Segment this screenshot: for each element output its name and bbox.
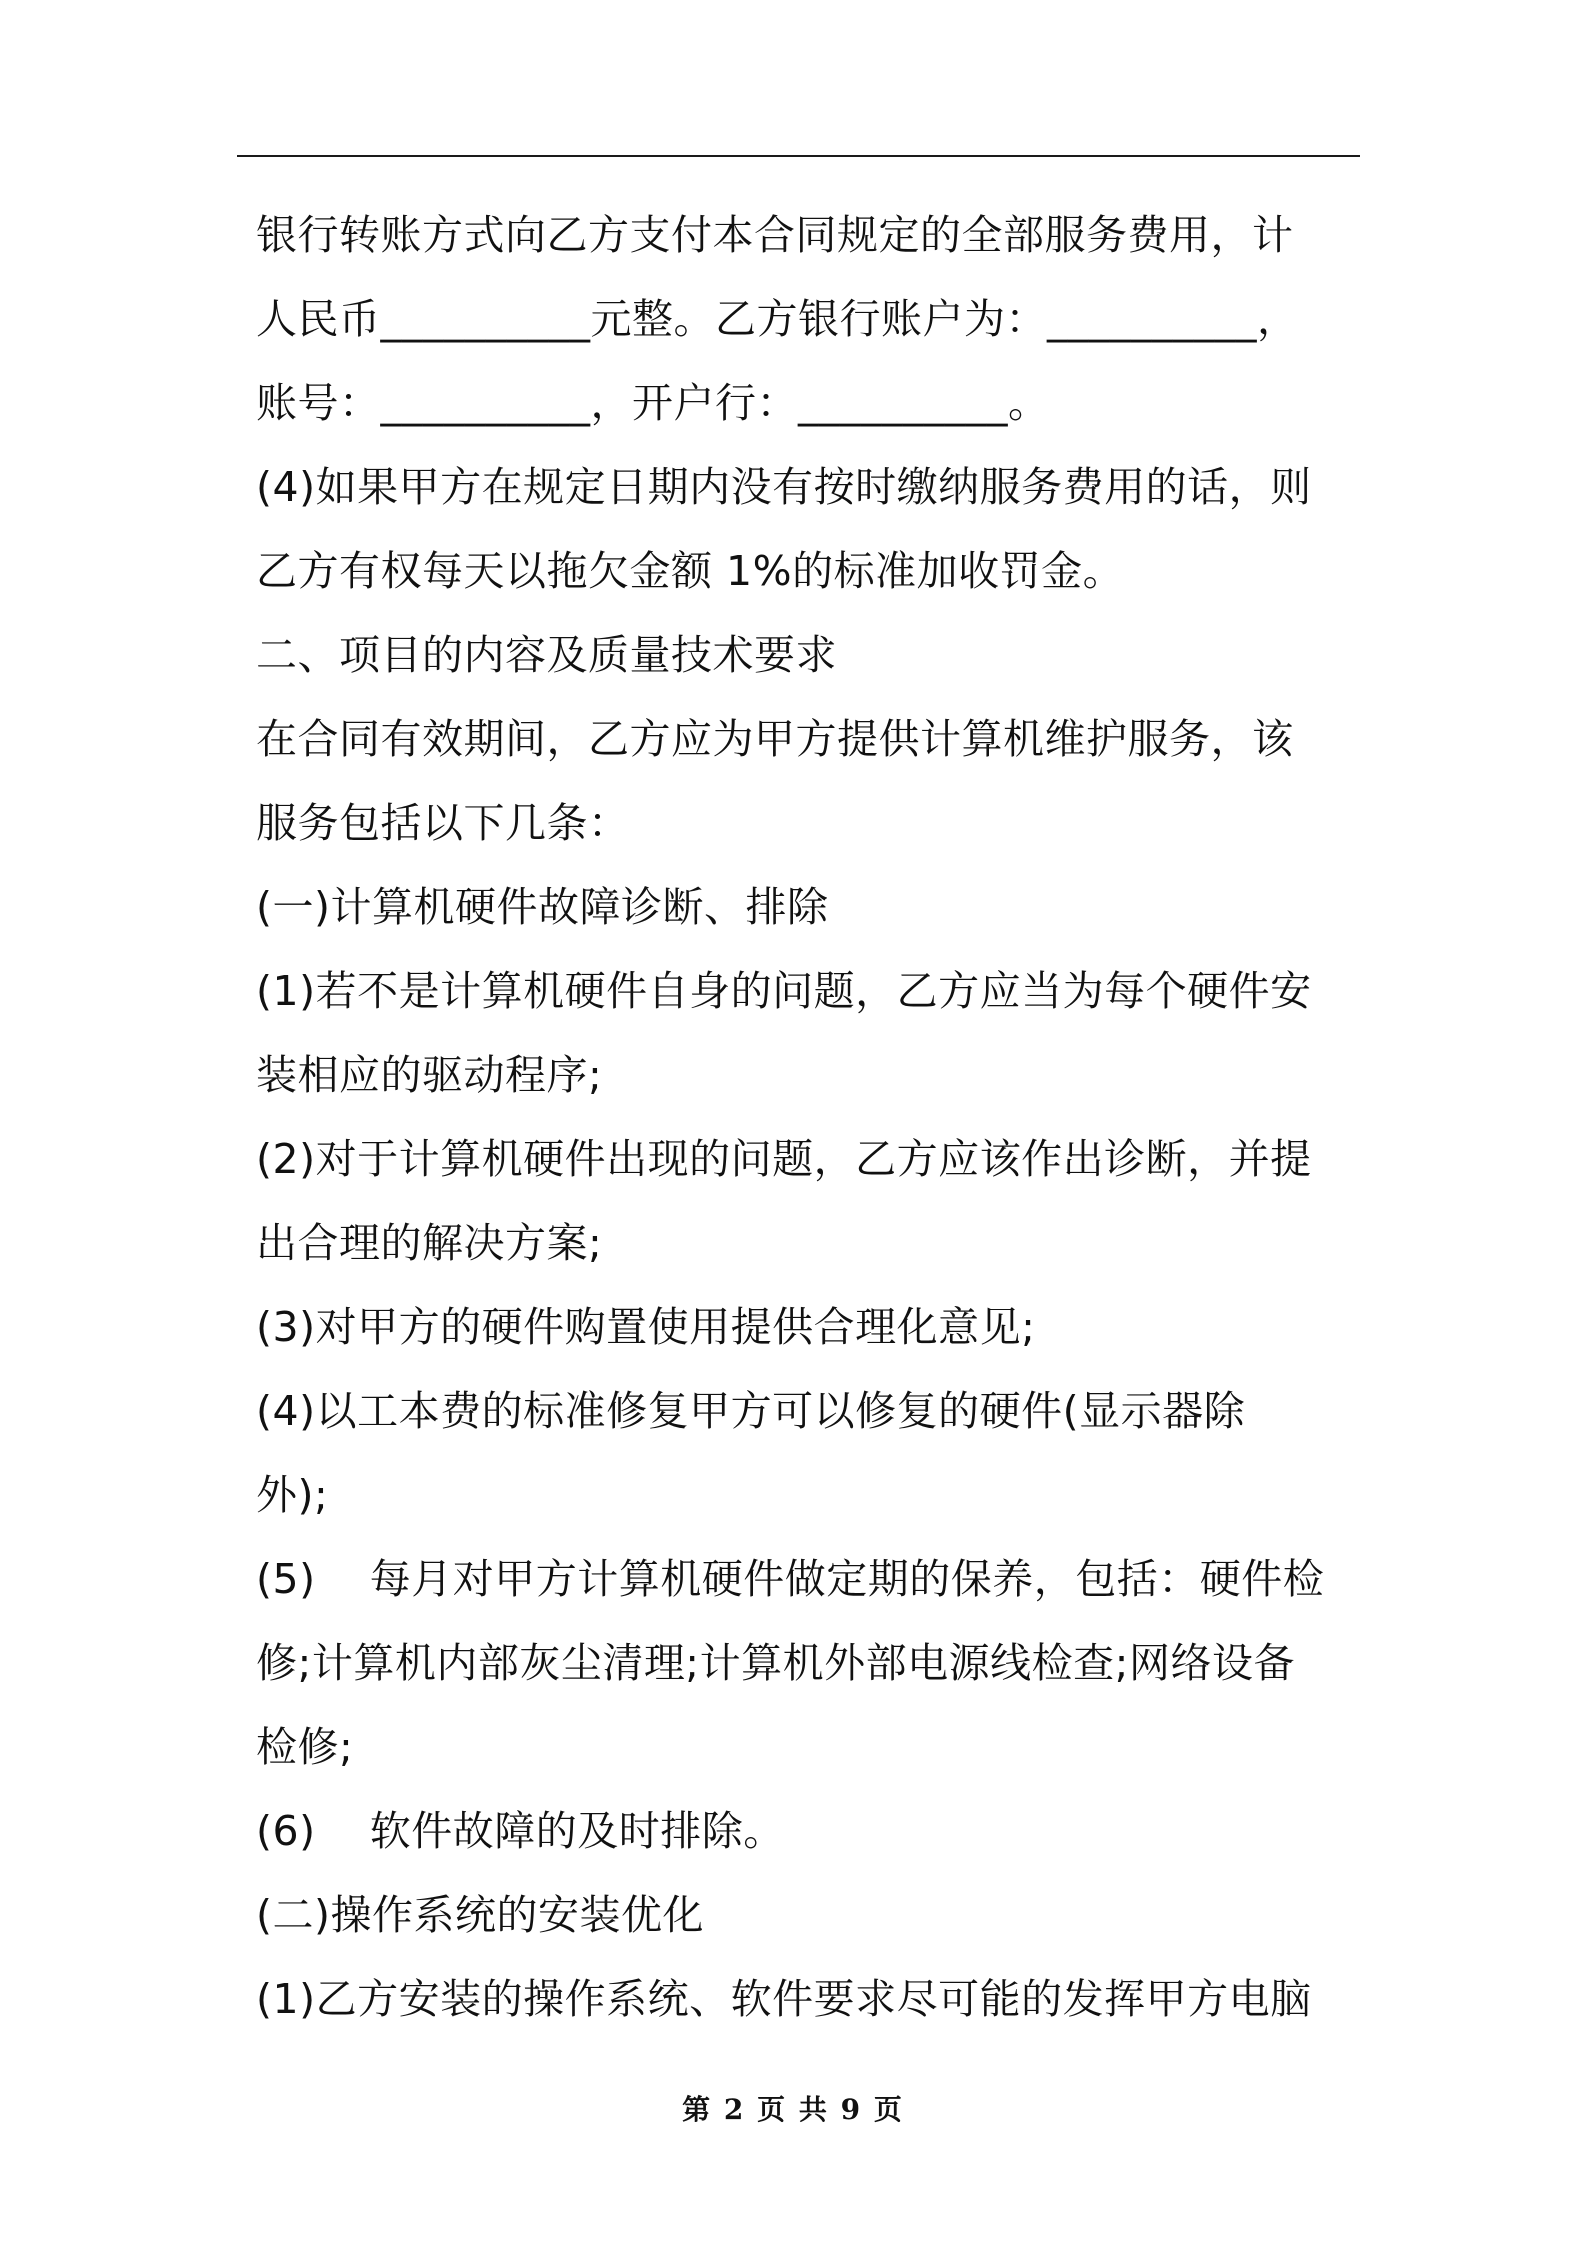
text-line: (4)以工本费的标准修复甲方可以修复的硬件(显示器除	[256, 1387, 1246, 1435]
header-rule	[237, 155, 1360, 157]
text-line: 装相应的驱动程序;	[256, 1051, 603, 1099]
text-line: 出合理的解决方案;	[256, 1219, 603, 1267]
text-line: (2)对于计算机硬件出现的问题，乙方应该作出诊断，并提	[256, 1135, 1312, 1183]
subsection-heading: (一)计算机硬件故障诊断、排除	[256, 883, 829, 931]
subsection-heading: (二)操作系统的安装优化	[256, 1891, 704, 1939]
text-line: 人民币__________元整。乙方银行账户为：__________，	[256, 295, 1299, 343]
text-line: (4)如果甲方在规定日期内没有按时缴纳服务费用的话，则	[256, 463, 1312, 511]
contract-body	[256, 193, 1346, 2041]
text-line: 在合同有效期间，乙方应为甲方提供计算机维护服务，该	[256, 715, 1294, 763]
text-line: (6) 软件故障的及时排除。	[256, 1807, 785, 1855]
text-line: 银行转账方式向乙方支付本合同规定的全部服务费用，计	[256, 211, 1294, 259]
text-line: (5) 每月对甲方计算机硬件做定期的保养，包括：硬件检	[256, 1555, 1325, 1603]
text-line: 账号：__________，开户行：__________。	[256, 379, 1050, 427]
text-line: 检修;	[256, 1723, 354, 1771]
text-line: 修;计算机内部灰尘清理;计算机外部电源线检查;网络设备	[256, 1639, 1295, 1687]
section-heading: 二、项目的内容及质量技术要求	[256, 631, 837, 679]
text-line: 外);	[256, 1471, 329, 1519]
text-line: 乙方有权每天以拖欠金额 1%的标准加收罚金。	[256, 547, 1125, 595]
text-line: (1)乙方安装的操作系统、软件要求尽可能的发挥甲方电脑	[256, 1975, 1312, 2023]
text-line: (1)若不是计算机硬件自身的问题，乙方应当为每个硬件安	[256, 967, 1312, 1015]
text-line: 服务包括以下几条：	[256, 799, 630, 847]
page-number: 第 2 页 共 9 页	[682, 2093, 904, 2126]
text-line: (3)对甲方的硬件购置使用提供合理化意见;	[256, 1303, 1036, 1351]
